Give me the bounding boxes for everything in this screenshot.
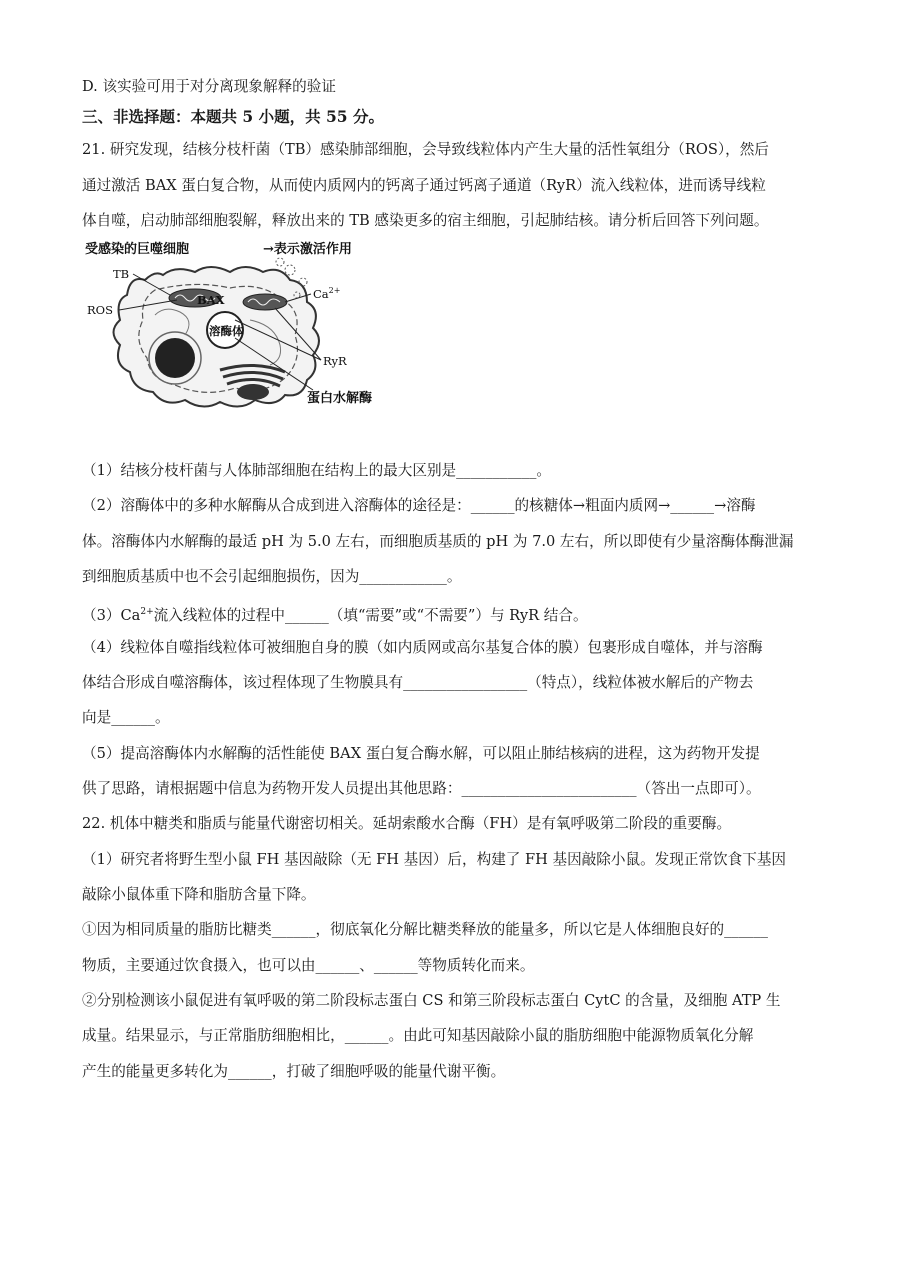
question-21-part-4-b: 体结合形成自噬溶酶体，该过程体现了生物膜具有_________________（特点），线粒体被水解后的产物去 (82, 674, 754, 691)
label-tb: TB (113, 267, 130, 281)
question-22-item-1-b: 物质，主要通过饮食摄入，也可以由______、______等物质转化而来。 (82, 957, 535, 974)
question-21-part-2-b: 体。溶酶体内水解酶的最适 pH 为 5.0 左右，而细胞质基质的 pH 为 7.0 左右，所以即使有少量溶酶体酶泄漏 (82, 533, 794, 550)
figure-legend: →表示激活作用 (263, 242, 352, 257)
question-21-text-1: 21. 研究发现，结核分枝杆菌（TB）感染肺部细胞，会导致线粒体内产生大量的活性氧组分（ROS），然后 (82, 141, 769, 158)
option-d: D. 该实验可用于对分离现象解释的验证 (82, 78, 336, 95)
figure-title: 受感染的巨噬细胞 (85, 242, 190, 257)
question-22-item-1-a: ①因为相同质量的脂肪比糖类______，彻底氧化分解比糖类释放的能量多，所以它是人体细胞良好的______ (82, 921, 768, 938)
question-22-text: 22. 机体中糖类和脂质与能量代谢密切相关。延胡索酸水合酶（FH）是有氧呼吸第二阶段的重要酶。 (82, 815, 732, 832)
question-21-text-3: 体自噬，启动肺部细胞裂解，释放出来的 TB 感染更多的宿主细胞，引起肺结核。请分析后回答下列问题。 (82, 212, 769, 229)
question-22-part-1-a: （1）研究者将野生型小鼠 FH 基因敲除（无 FH 基因）后，构建了 FH 基因敲除小鼠。发现正常饮食下基因 (82, 851, 787, 868)
mitochondrion-right (243, 294, 287, 310)
question-21-part-5-b: 供了思路，请根据题中信息为药物开发人员提出其他思路：________________________（答出一点即可）。 (82, 780, 761, 797)
question-21-part-1: （1）结核分枝杆菌与人体肺部细胞在结构上的最大区别是___________。 (82, 462, 551, 479)
question-21-part-4-a: （4）线粒体自噬指线粒体可被细胞自身的膜（如内质网或高尔基复合体的膜）包裹形成自噬体，并与溶酶 (82, 639, 763, 656)
question-22-item-2-c: 产生的能量更多转化为______，打破了细胞呼吸的能量代谢平衡。 (82, 1063, 506, 1080)
question-21-part-4-c: 向是______。 (82, 709, 170, 726)
label-ryr: RyR (323, 354, 347, 368)
question-22-item-2-a: ②分别检测该小鼠促进有氧呼吸的第二阶段标志蛋白 CS 和第三阶段标志蛋白 CytC 的含量，及细胞 ATP 生 (82, 992, 781, 1009)
question-21-part-3: $(3)Ca^{2+}$流入线粒体的过程中______（填“需要”或“不需要”）与 RyR 结合。 (82, 606, 588, 624)
label-ros: ROS (87, 303, 113, 317)
nucleus (155, 338, 195, 378)
question-21-text-2: 通过激活 BAX 蛋白复合物，从而使内质网内的钙离子通过钙离子通道（RyR）流入线粒体，进而诱导线粒 (82, 177, 766, 194)
section-heading: 三、非选择题：本题共 5 小题，共 55 分。 (82, 107, 384, 126)
label-protease: 蛋白水解酶 (307, 391, 373, 406)
question-21-part-2-a: （2）溶酶体中的多种水解酶从合成到进入溶酶体的途径是：______的核糖体→粗面内质网→______→溶酶 (82, 497, 756, 514)
label-bax: BAX (197, 293, 225, 307)
question-21-part-2-c: 到细胞质基质中也不会引起细胞损伤，因为____________。 (82, 568, 462, 585)
lysosome-label: 溶酶体 (209, 324, 244, 338)
question-22-item-2-b: 成量。结果显示，与正常脂肪细胞相比，______。由此可知基因敲除小鼠的脂肪细胞中能源物质氧化分解 (82, 1027, 754, 1044)
question-21-part-5-a: （5）提高溶酶体内水解酶的活性能使 BAX 蛋白复合酶水解，可以阻止肺结核病的进程，这为药物开发提 (82, 745, 760, 762)
macrophage-diagram (85, 240, 415, 425)
question-22-part-1-b: 敲除小鼠体重下降和脂肪含量下降。 (82, 886, 316, 903)
label-ca: $Ca^{2+}$ (313, 286, 341, 301)
